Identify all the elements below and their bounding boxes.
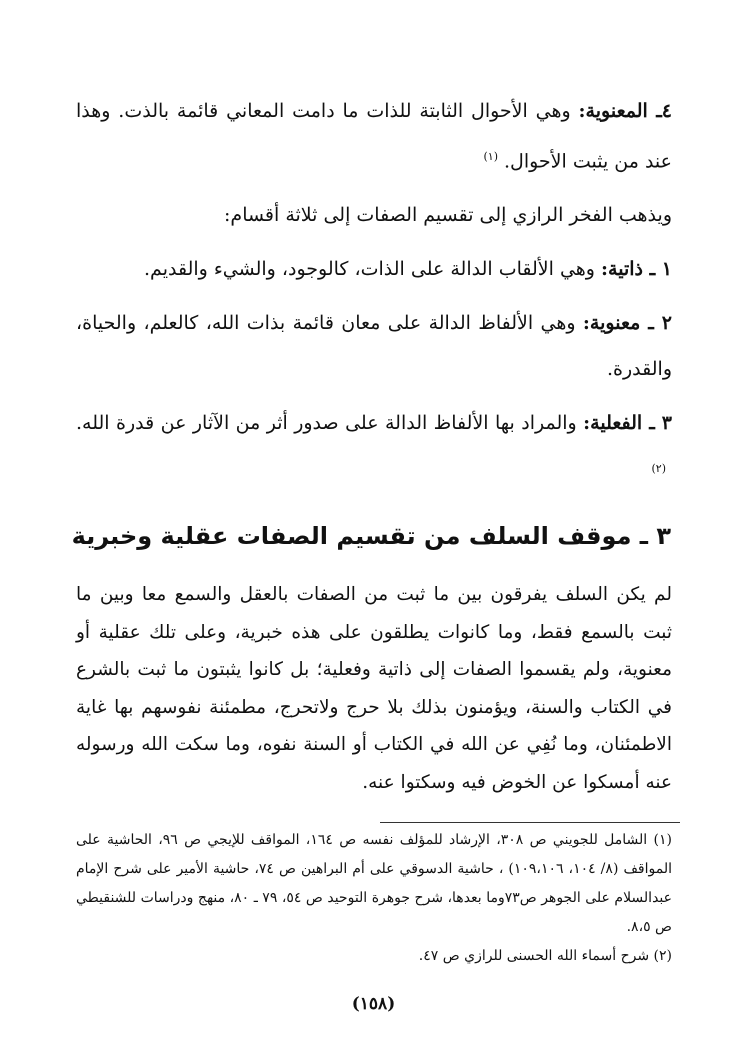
division-2-term: ٢ ـ معنوية:	[582, 312, 672, 335]
division-2	[76, 300, 672, 392]
item-4	[76, 88, 672, 184]
intro-paragraph: ويذهب الفخر الرازي إلى تقسيم الصفات إلى ثلاثة أقسام:	[224, 204, 672, 227]
item-4-text: وهي الأحوال الثابتة للذات ما دامت المعاني قائمة بالذت. وهذا عند من يثبت الأحوال.	[76, 100, 672, 173]
footnote-separator	[380, 822, 680, 823]
division-3-term: ٣ ـ الفعلية:	[583, 412, 672, 435]
footnote-ref-2[interactable]: (٢)	[651, 462, 666, 476]
section-paragraph: لم يكن السلف يفرقون بين ما ثبت من الصفات بالعقل والسمع معا وبين ما ثبت بالسمع فقط، وما كانوات يطلقون على هذه خبرية، وعلى تلك عقلية أو معنوية، ولم يقسموا الصفات إلى ذاتية وفعلية؛ بل كانوا يثبتون ما ثبت بالشرع في الكتاب والسنة، ويؤمنون بذلك بلا حرج ولاتحرج، مطمئنة نفوسهم بها غاية الاطمئنان، وما نُفِي عن الله في الكتاب أو السنة نفوه، وما سكت الله ورسوله عنه أمسكوا عن الخوض فيه وسكتوا عنه.	[76, 584, 672, 793]
footnote-1: (١) الشامل للجويني ص ٣٠٨، الإرشاد للمؤلف نفسه ص ١٦٤، المواقف للإيجي ص ٩٦، الحاشية على المواقف (٨/ ١٠٤، ١٠٩،١٠٦) ، حاشية الدسوقي على أم البراهين ص ٧٤، حاشية الأمير على شرح الإمام عبدالسلام على الجوهر ص٧٣وما بعدها، شرح جوهرة التوحيد ص ٥٤، ٧٩ ـ ٨٠، منهج ودراسات للشنقيطي ص ٨،٥.	[76, 832, 672, 935]
page-number: (١٥٨)	[351, 994, 396, 1014]
division-1	[76, 246, 672, 292]
section-body	[76, 576, 672, 801]
main-text	[76, 88, 672, 497]
footnote-ref-1[interactable]: (١)	[483, 150, 498, 163]
division-1-term: ١ ـ ذاتية:	[601, 258, 672, 281]
section-heading: ٣ ـ موقف السلف من تقسيم الصفات عقلية وخبرية	[71, 522, 671, 550]
footnotes	[76, 826, 672, 971]
division-2-text: وهي الألفاظ الدالة على معان قائمة بذات الله، كالعلم، والحياة، والقدرة.	[76, 312, 672, 381]
item-4-term: ٤ـ المعنوية:	[578, 100, 672, 122]
division-3	[76, 400, 672, 496]
division-3-text: والمراد بها الألفاظ الدالة على صدور أثر من الآثار عن قدرة الله.	[76, 412, 584, 435]
division-1-text: وهي الألقاب الدالة على الذات، كالوجود، والشيء والقديم.	[144, 258, 602, 281]
footnote-2: (٢) شرح أسماء الله الحسنى للرازي ص ٤٧.	[418, 948, 672, 964]
